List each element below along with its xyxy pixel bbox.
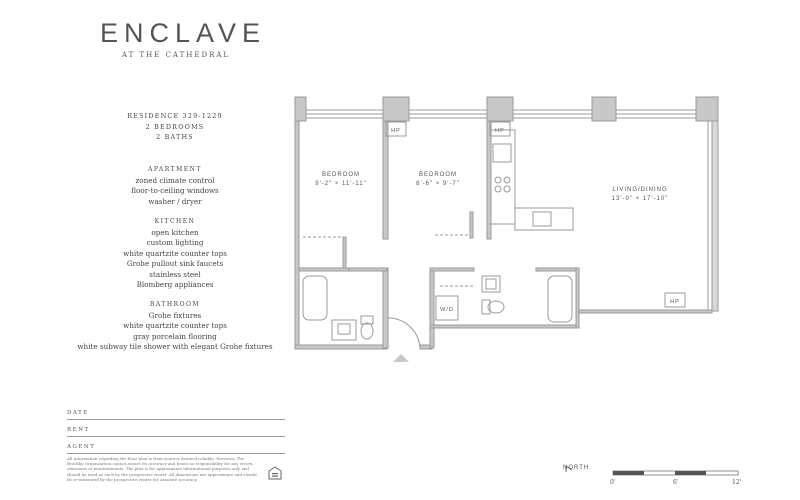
room-dims: 8'-6" × 9'-7" (416, 181, 460, 187)
feature-item: washer / dryer (148, 196, 202, 206)
feature-item: floor-to-ceiling windows (131, 186, 219, 195)
date-label: DATE (67, 410, 89, 416)
toilet-tank (482, 300, 490, 314)
wd-label: W/D (440, 307, 454, 313)
feature-item: Grohe fixtures (148, 310, 202, 320)
feature-item: open kitchen (151, 227, 199, 237)
residence-baths: 2 BATHS (156, 133, 194, 141)
toilet (361, 323, 373, 339)
bathtub (303, 276, 327, 320)
brand-subtitle: AT THE CATHEDRAL (121, 51, 231, 59)
room-name: BEDROOM (418, 172, 458, 178)
column (383, 97, 409, 121)
residence-bedrooms: 2 BEDROOMS (145, 122, 205, 131)
feature-item: stainless steel (149, 269, 201, 279)
hp-label: HP (670, 299, 680, 305)
column (487, 97, 513, 121)
bathtub (548, 276, 572, 322)
disclaimer: All information regarding the floor plan is from sources deemed reliable. However, The Brodsky Organization cannot assure its accuracy and bears no responsibility for any errors, omissions or misstatements. The plan is for approximate informational purposes only and should be used as such by the prospective renter. All dimensions are approximate and should be re-measured by the prospective renter for absolute accuracy. (67, 456, 257, 482)
column (592, 97, 616, 121)
kitchen-island (515, 208, 573, 230)
scale-bar (613, 471, 738, 475)
entry-marker (393, 354, 409, 362)
door-swing (388, 318, 420, 348)
bath-vanity (332, 320, 356, 340)
feature-item: zoned climate control (135, 175, 215, 185)
kitchen-sink (533, 212, 551, 226)
agent-label: AGENT (67, 444, 96, 450)
residence-number: RESIDENCE 329-1229 (127, 112, 223, 120)
room-name: LIVING/DINING (612, 187, 668, 193)
hp-label: HP (391, 128, 401, 134)
room-name: BEDROOM (321, 172, 361, 178)
north-label: NORTH (563, 465, 590, 471)
feature-item: Blomberg appliances (136, 280, 214, 289)
column (696, 97, 718, 121)
room-dims: 9'-2" × 11'-11" (315, 181, 367, 187)
feature-item: white quartzite counter tops (123, 248, 227, 258)
feature-item: white subway tile shower with elegant Grohe fixtures (77, 342, 273, 351)
brand-name: ENCLAVE (100, 18, 267, 48)
scale-label: 12' (732, 479, 742, 486)
feature-item: custom lighting (146, 238, 204, 247)
bath-vanity (482, 276, 500, 292)
scale-label: 0' (610, 479, 616, 486)
room-dims: 13'-0" × 17'-10" (611, 196, 669, 202)
feature-item: white quartzite counter tops (123, 321, 227, 330)
feature-item: gray porcelain flooring (133, 331, 217, 341)
feature-item: Grohe pullout sink faucets (126, 259, 224, 268)
hp-label: HP (495, 128, 505, 134)
bathroom-title: BATHROOM (149, 301, 201, 308)
kitchen-title: KITCHEN (154, 218, 196, 225)
column (295, 97, 306, 121)
apartment-title: APARTMENT (148, 166, 202, 173)
refrigerator (493, 144, 511, 162)
scale-label: 6' (673, 479, 679, 486)
cooktop-burner (495, 177, 501, 183)
rent-label: RENT (67, 427, 90, 433)
